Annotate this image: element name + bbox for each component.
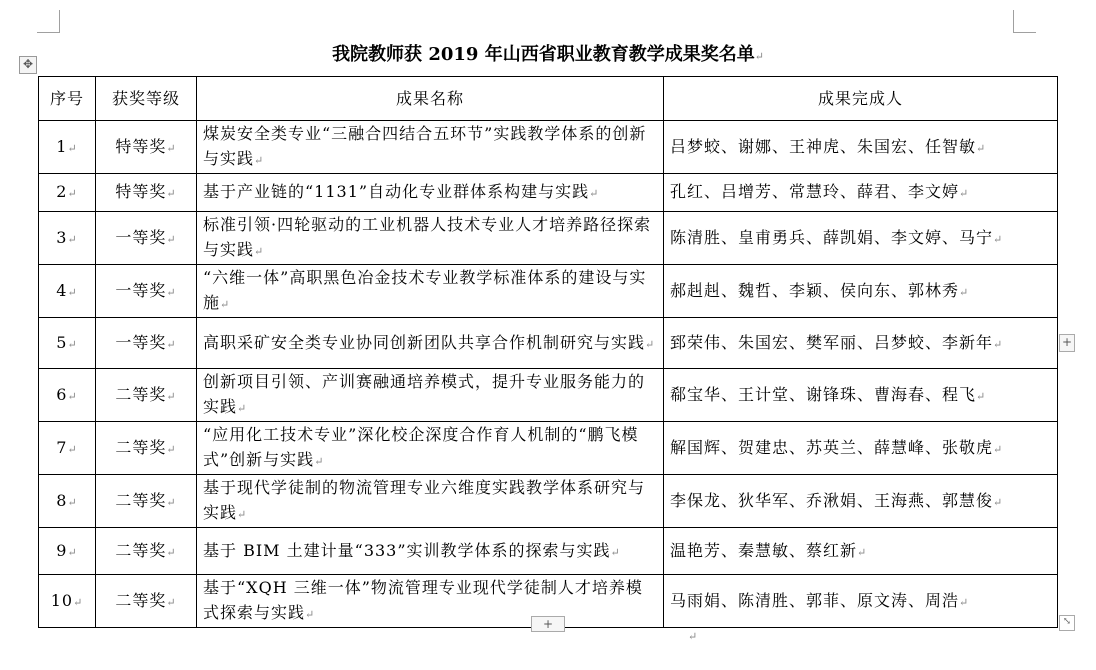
achievers-cell — [664, 422, 1058, 475]
add-column-button[interactable]: + — [1059, 334, 1075, 352]
paragraph-mark-icon: ↵ — [67, 545, 78, 559]
award-level: 二等奖 — [115, 437, 167, 457]
paragraph-mark-icon: ↵ — [166, 545, 177, 559]
table-row — [39, 422, 1058, 475]
achievement-name-cell — [197, 212, 664, 265]
row-number: 8 — [56, 490, 68, 510]
row-number-cell — [39, 369, 96, 422]
paragraph-mark-icon: ↵ — [67, 337, 78, 351]
achievement-name-cell — [197, 422, 664, 475]
achievement-name-cell — [197, 265, 664, 318]
row-number: 9 — [56, 540, 68, 560]
table-row — [39, 528, 1058, 575]
paragraph-mark-icon: ↵ — [166, 595, 177, 609]
row-number: 2 — [56, 182, 68, 201]
achievers: 温艳芳、秦慧敏、蔡红新 — [670, 540, 858, 560]
achievement-name: 基于 BIM 土建计量“333”实训教学体系的探索与实践 — [203, 540, 611, 560]
row-number-cell — [39, 422, 96, 475]
award-level-cell — [96, 422, 197, 475]
paragraph-mark-icon: ↵ — [254, 245, 265, 258]
achievers: 吕梦蛟、谢娜、王神虎、朱国宏、任智敏 — [670, 136, 977, 156]
achievers-cell — [664, 575, 1058, 628]
achievement-name-cell — [197, 318, 664, 369]
achievers: 李保龙、狄华军、乔湫娟、王海燕、郭慧俊 — [670, 490, 994, 510]
title-text: 我院教师获 2019 年山西省职业教育教学成果奖名单 — [332, 44, 755, 65]
achievers-cell — [664, 121, 1058, 174]
paragraph-mark-icon: ↵ — [166, 495, 177, 509]
document-title — [0, 40, 1096, 66]
table-row — [39, 318, 1058, 369]
achievers-cell — [664, 265, 1058, 318]
awards-table — [38, 76, 1058, 628]
paragraph-mark-icon: ↵ — [305, 608, 316, 621]
table-row — [39, 475, 1058, 528]
paragraph-mark-icon: ↵ — [993, 232, 1004, 246]
achievers-cell — [664, 528, 1058, 575]
paragraph-mark-icon: ↵ — [67, 495, 78, 509]
table-row — [39, 212, 1058, 265]
achievers-cell — [664, 318, 1058, 369]
achievers: 郗宝华、王计堂、谢锋珠、曹海春、程飞 — [670, 384, 977, 404]
row-number-cell — [39, 174, 96, 212]
achievers: 郅荣伟、朱国宏、樊军丽、吕梦蛟、李新年 — [670, 332, 994, 352]
award-level-cell — [96, 121, 197, 174]
achievement-name: 基于现代学徒制的物流管理专业六维度实践教学体系研究与实践 — [203, 478, 646, 522]
table-row — [39, 265, 1058, 318]
achievement-name-cell — [197, 575, 664, 628]
achievers: 陈清胜、皇甫勇兵、薛凯娟、李文婷、马宁 — [670, 227, 994, 247]
row-number: 5 — [56, 332, 68, 352]
paragraph-mark-icon: ↵ — [67, 285, 78, 299]
award-level-cell — [96, 212, 197, 265]
paragraph-mark-icon: ↵ — [993, 495, 1004, 509]
award-level-cell — [96, 369, 197, 422]
achievement-name: 标准引领·四轮驱动的工业机器人技术专业人才培养路径探索与实践 — [203, 215, 652, 259]
paragraph-mark-icon: ↵ — [314, 455, 325, 468]
award-level: 二等奖 — [115, 384, 167, 404]
achievers-cell — [664, 475, 1058, 528]
achievement-name-cell — [197, 528, 664, 575]
award-level: 一等奖 — [115, 332, 167, 352]
award-level: 二等奖 — [115, 540, 167, 560]
paragraph-mark-icon: ↵ — [166, 389, 177, 403]
achievers-cell — [664, 174, 1058, 212]
award-level-cell — [96, 575, 197, 628]
achievement-name: 创新项目引领、产训赛融通培养模式，提升专业服务能力的实践 — [203, 372, 646, 416]
margin-corner-tl — [37, 10, 60, 33]
row-number-cell — [39, 265, 96, 318]
header-name: 成果名称 — [197, 77, 664, 121]
achievement-name: 基于产业链的“1131”自动化专业群体系构建与实践 — [203, 182, 590, 201]
achievement-name: “应用化工技术专业”深化校企深度合作育人机制的“鹏飞模式”创新与实践 — [203, 425, 639, 469]
table-resize-handle-icon[interactable]: ⤡ — [1059, 615, 1075, 631]
margin-corner-tr — [1013, 10, 1036, 33]
paragraph-mark-icon: ↵ — [237, 402, 248, 415]
table-row — [39, 121, 1058, 174]
paragraph-mark-icon: ↵ — [976, 141, 987, 155]
row-number-cell — [39, 475, 96, 528]
award-level: 二等奖 — [115, 590, 167, 610]
header-no: 序号 — [39, 77, 96, 121]
paragraph-mark-icon: ↵ — [166, 337, 177, 351]
paragraph-mark-icon: ↵ — [645, 337, 656, 351]
header-level: 获奖等级 — [96, 77, 197, 121]
row-number-cell — [39, 528, 96, 575]
paragraph-mark-icon: ↵ — [589, 187, 600, 200]
award-level: 特等奖 — [115, 136, 167, 156]
paragraph-mark-icon: ↵ — [754, 50, 764, 63]
achievers: 郝赳赳、魏哲、李颖、侯向东、郭林秀 — [670, 280, 960, 300]
table-move-handle-icon[interactable]: ✥ — [19, 56, 37, 74]
award-level-cell — [96, 174, 197, 212]
achievement-name: 煤炭安全类专业“三融合四结合五环节”实践教学体系的创新与实践 — [203, 124, 647, 168]
row-number: 6 — [56, 384, 68, 404]
paragraph-mark-icon: ↵ — [73, 595, 84, 609]
award-level-cell — [96, 528, 197, 575]
row-number-cell — [39, 318, 96, 369]
paragraph-mark-icon: ↵ — [166, 232, 177, 246]
row-number: 1 — [56, 136, 68, 156]
paragraph-mark-icon: ↵ — [976, 389, 987, 403]
paragraph-mark-icon: ↵ — [993, 442, 1004, 456]
paragraph-mark-icon: ↵ — [220, 298, 231, 311]
paragraph-mark-icon: ↵ — [67, 389, 78, 403]
row-number-cell — [39, 121, 96, 174]
row-number: 3 — [56, 227, 68, 247]
award-level-cell — [96, 475, 197, 528]
achievers-cell — [664, 212, 1058, 265]
paragraph-mark-icon: ↵ — [166, 187, 177, 200]
paragraph-mark-icon: ↵ — [610, 545, 621, 559]
award-level: 特等奖 — [115, 182, 167, 201]
achievers: 解国辉、贺建忠、苏英兰、薛慧峰、张敬虎 — [670, 437, 994, 457]
award-level-cell — [96, 265, 197, 318]
achievement-name: 高职采矿安全类专业协同创新团队共享合作机制研究与实践 — [203, 332, 646, 352]
row-number: 4 — [56, 280, 68, 300]
award-level: 二等奖 — [115, 490, 167, 510]
achievement-name: 基于“XQH 三维一体”物流管理专业现代学徒制人才培养模式探索与实践 — [203, 578, 643, 622]
achievement-name-cell — [197, 121, 664, 174]
paragraph-mark-icon: ↵ — [959, 285, 970, 299]
achievement-name-cell — [197, 174, 664, 212]
paragraph-mark-icon: ↵ — [166, 141, 177, 155]
award-level-cell — [96, 318, 197, 369]
paragraph-mark-icon: ↵ — [959, 187, 970, 200]
award-level: 一等奖 — [115, 227, 167, 247]
add-row-button[interactable]: + — [531, 616, 565, 632]
achievement-name-cell — [197, 475, 664, 528]
paragraph-mark-icon: ↵ — [166, 285, 177, 299]
header-people: 成果完成人 — [664, 77, 1058, 121]
table-header-row — [39, 77, 1058, 121]
paragraph-mark-icon: ↵ — [67, 442, 78, 456]
row-number: 7 — [56, 437, 68, 457]
paragraph-mark-icon: ↵ — [993, 337, 1004, 351]
paragraph-mark-icon: ↵ — [237, 508, 248, 521]
award-level: 一等奖 — [115, 280, 167, 300]
paragraph-mark-icon: ↵ — [67, 187, 78, 200]
paragraph-mark-icon: ↵ — [688, 630, 698, 643]
row-number-cell — [39, 575, 96, 628]
row-number-cell — [39, 212, 96, 265]
achievers-cell — [664, 369, 1058, 422]
achievement-name-cell — [197, 369, 664, 422]
row-number: 10 — [50, 590, 74, 610]
achievers: 孔红、吕增芳、常慧玲、薛君、李文婷 — [670, 182, 960, 201]
paragraph-mark-icon: ↵ — [67, 232, 78, 246]
paragraph-mark-icon: ↵ — [67, 141, 78, 155]
paragraph-mark-icon: ↵ — [959, 595, 970, 609]
achievement-name: “六维一体”高职黑色冶金技术专业教学标准体系的建设与实施 — [203, 268, 647, 312]
achievers: 马雨娟、陈清胜、郭菲、原文涛、周浩 — [670, 590, 960, 610]
paragraph-mark-icon: ↵ — [254, 154, 265, 167]
table-row — [39, 369, 1058, 422]
paragraph-mark-icon: ↵ — [166, 442, 177, 456]
table-row — [39, 174, 1058, 212]
paragraph-mark-icon: ↵ — [857, 545, 868, 559]
